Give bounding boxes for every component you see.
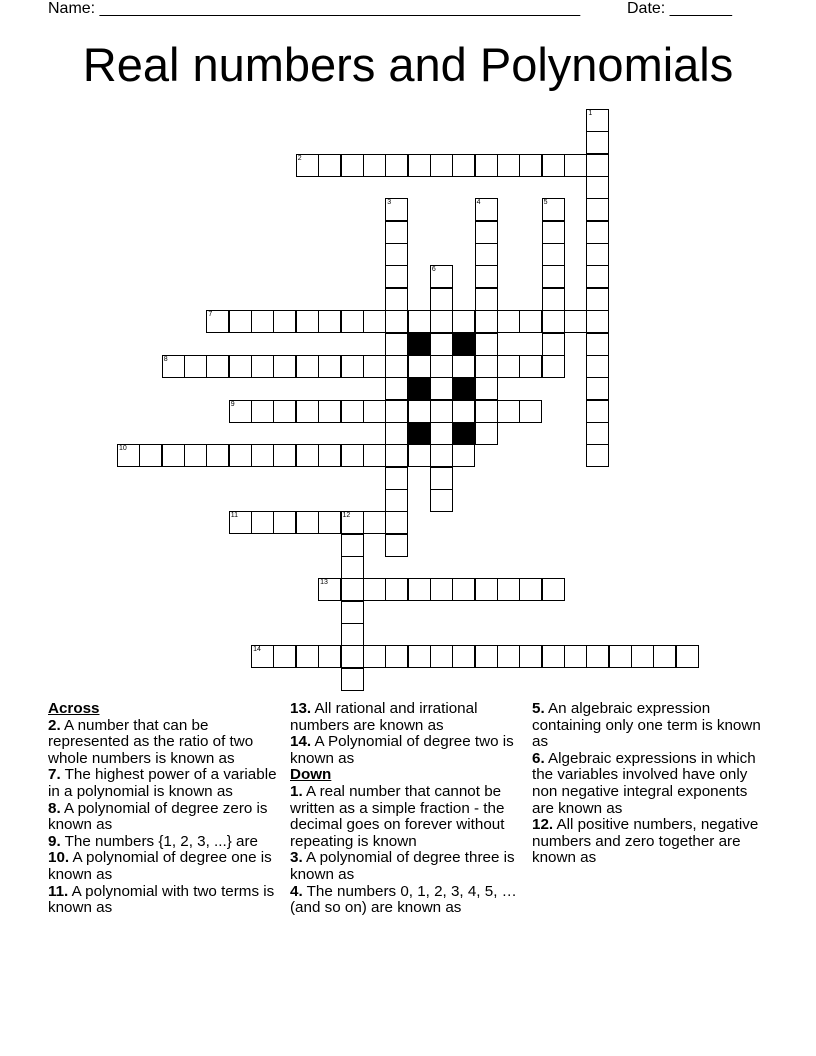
grid-cell[interactable] [586,310,609,333]
clue-number-label: 12 [342,512,351,520]
grid-cell[interactable] [452,154,475,177]
grid-cell[interactable] [475,310,498,333]
grid-cell[interactable] [586,444,609,467]
grid-cell[interactable] [385,489,408,512]
clue-text: A polynomial of degree zero is known as [48,799,268,834]
clue-number-label: 10 [119,445,127,453]
grid-cell[interactable] [385,310,408,333]
grid-cell[interactable] [318,154,341,177]
grid-cell[interactable] [452,400,475,423]
clue-down-5 [532,701,768,751]
grid-cell[interactable] [452,310,475,333]
grid-cell[interactable] [475,377,498,400]
clue-across-14 [290,734,526,767]
grid-cell[interactable] [586,198,609,221]
grid-cell[interactable] [273,645,296,668]
grid-cell[interactable] [475,288,498,311]
grid-cell[interactable] [341,310,364,333]
grid-cell[interactable] [385,333,408,356]
grid-cell[interactable] [586,221,609,244]
clues-column-3 [532,701,768,867]
grid-cell[interactable] [341,154,364,177]
grid-cell[interactable] [385,154,408,177]
grid-cell[interactable] [408,444,431,467]
grid-cell[interactable] [430,467,453,490]
grid-cell[interactable] [542,154,565,177]
grid-cell[interactable] [475,400,498,423]
clue-text: The numbers {1, 2, 3, ...} are [60,832,258,850]
grid-cell[interactable] [430,154,453,177]
grid-cell[interactable] [385,444,408,467]
grid-cell[interactable] [385,288,408,311]
grid-cell[interactable] [430,310,453,333]
clue-number: 4. [290,882,303,900]
grid-cell[interactable] [497,310,520,333]
grid-cell[interactable] [430,355,453,378]
grid-cell[interactable] [586,377,609,400]
grid-cell[interactable] [385,578,408,601]
down-heading: Down [290,766,332,784]
grid-cell[interactable] [341,355,364,378]
clue-number-label: 2 [297,154,302,162]
grid-cell[interactable] [408,355,431,378]
grid-cell[interactable] [475,333,498,356]
grid-cell[interactable] [519,578,542,601]
clue-across-9 [48,834,284,851]
grid-cell[interactable] [497,578,520,601]
grid-cell[interactable] [363,645,386,668]
black-cell [408,422,431,445]
grid-cell[interactable] [586,243,609,266]
clue-text: The numbers 0, 1, 2, 3, 4, 5, … (and so on) are known as [290,882,517,917]
grid-cell[interactable] [519,355,542,378]
grid-cell[interactable] [341,444,364,467]
grid-cell[interactable] [162,444,185,467]
black-cell [408,377,431,400]
grid-cell[interactable] [542,243,565,266]
clue-text: All positive numbers, negative numbers and zero together are known as [532,816,759,867]
clue-text: The highest power of a variable in a polynomial is known as [48,766,277,800]
clue-text: Algebraic expressions in which the variables involved have only non negative integral exponents are known as [532,749,756,817]
grid-cell[interactable] [251,511,274,534]
black-cell [452,377,475,400]
clue-down-6 [532,751,768,817]
grid-cell[interactable] [184,355,207,378]
grid-cell[interactable] [475,265,498,288]
grid-cell[interactable] [273,310,296,333]
grid-cell[interactable] [117,444,140,467]
grid-cell[interactable] [341,601,364,624]
grid-cell[interactable] [430,288,453,311]
grid-cell[interactable] [452,355,475,378]
grid-cell[interactable] [475,154,498,177]
grid-cell[interactable] [318,578,341,601]
clue-text: A polynomial of degree three is known as [290,849,515,883]
grid-cell[interactable] [542,578,565,601]
date-field[interactable]: Date: _______ [627,0,732,17]
grid-cell[interactable] [206,355,229,378]
grid-cell[interactable] [363,578,386,601]
grid-cell[interactable] [251,645,274,668]
grid-cell[interactable] [229,444,252,467]
grid-cell[interactable] [341,400,364,423]
clue-number-label: 11 [230,512,239,520]
grid-cell[interactable] [542,310,565,333]
clue-down-12 [532,817,768,867]
grid-cell[interactable] [475,243,498,266]
grid-cell[interactable] [229,355,252,378]
clue-text: An algebraic expression containing only one term is known as [532,700,761,751]
grid-cell[interactable] [385,243,408,266]
grid-cell[interactable] [430,444,453,467]
clue-across-7 [48,767,284,800]
grid-cell[interactable] [542,198,565,221]
grid-cell[interactable] [430,333,453,356]
grid-cell[interactable] [408,578,431,601]
grid-cell[interactable] [452,578,475,601]
grid-cell[interactable] [497,400,520,423]
clue-number-label: 5 [543,199,548,207]
across-heading: Across [48,700,100,717]
grid-cell[interactable] [542,645,565,668]
grid-cell[interactable] [430,645,453,668]
clue-down-4 [290,884,526,917]
clue-number: 14. [290,733,312,751]
grid-cell[interactable] [586,265,609,288]
grid-cell[interactable] [341,645,364,668]
grid-cell[interactable] [385,265,408,288]
grid-cell[interactable] [430,422,453,445]
grid-cell[interactable] [273,444,296,467]
clue-number-label: 6 [431,266,436,274]
grid-cell[interactable] [296,511,319,534]
grid-cell[interactable] [586,288,609,311]
grid-cell[interactable] [273,511,296,534]
grid-cell[interactable] [251,400,274,423]
grid-cell[interactable] [341,668,364,691]
grid-cell[interactable] [363,444,386,467]
clue-number-label: 13 [320,579,328,587]
grid-cell[interactable] [385,198,408,221]
grid-cell[interactable] [206,310,229,333]
clue-across-10 [48,850,284,883]
grid-cell[interactable] [296,400,319,423]
grid-cell[interactable] [475,645,498,668]
grid-cell[interactable] [542,221,565,244]
grid-cell[interactable] [586,333,609,356]
grid-cell[interactable] [542,333,565,356]
grid-cell[interactable] [586,422,609,445]
grid-cell[interactable] [341,511,364,534]
grid-cell[interactable] [363,511,386,534]
grid-cell[interactable] [385,422,408,445]
clue-down-3 [290,850,526,883]
clues-column-2 [290,701,526,917]
grid-cell[interactable] [385,400,408,423]
grid-cell[interactable] [363,355,386,378]
name-field[interactable]: Name: ______________________________________________________ [48,0,581,17]
grid-cell[interactable] [363,310,386,333]
grid-cell[interactable] [385,355,408,378]
page-title: Real numbers and Polynomials [82,38,734,91]
black-cell [452,333,475,356]
grid-cell[interactable] [296,355,319,378]
grid-cell[interactable] [408,645,431,668]
grid-cell[interactable] [430,400,453,423]
grid-cell[interactable] [430,265,453,288]
grid-cell[interactable] [184,444,207,467]
grid-cell[interactable] [475,198,498,221]
grid-cell[interactable] [586,355,609,378]
clue-number: 5. [532,700,545,717]
grid-cell[interactable] [273,355,296,378]
grid-cell[interactable] [609,645,632,668]
grid-cell[interactable] [586,109,609,132]
grid-cell[interactable] [430,377,453,400]
grid-cell[interactable] [586,154,609,177]
clue-number-label: 14 [253,646,261,654]
clue-number: 7. [48,766,61,784]
clue-number: 3. [290,849,303,867]
clue-number-label: 3 [387,199,392,207]
grid-cell[interactable] [408,310,431,333]
grid-cell[interactable] [564,645,587,668]
grid-cell[interactable] [408,400,431,423]
grid-cell[interactable] [542,355,565,378]
grid-cell[interactable] [318,645,341,668]
grid-cell[interactable] [363,400,386,423]
grid-cell[interactable] [430,578,453,601]
grid-cell[interactable] [296,645,319,668]
grid-cell[interactable] [564,154,587,177]
grid-cell[interactable] [653,645,676,668]
grid-cell[interactable] [475,578,498,601]
clue-number: 12. [532,816,554,834]
grid-cell[interactable] [408,154,431,177]
clue-number-label: 1 [588,110,593,117]
grid-cell[interactable] [452,444,475,467]
grid-cell[interactable] [229,400,252,423]
clue-number: 6. [532,749,545,767]
clue-down-1 [290,784,526,850]
grid-cell[interactable] [162,355,185,378]
grid-cell[interactable] [676,645,699,668]
black-cell [408,333,431,356]
clue-text: A real number that cannot be written as a simple fraction - the decimal goes on forever without repeating is known [290,782,505,850]
grid-cell[interactable] [296,310,319,333]
clue-across-8 [48,801,284,834]
grid-cell[interactable] [318,444,341,467]
grid-cell[interactable] [139,444,162,467]
grid-cell[interactable] [542,265,565,288]
grid-cell[interactable] [251,355,274,378]
clues-column-1 [48,701,284,917]
grid-cell[interactable] [586,176,609,199]
grid-cell[interactable] [497,355,520,378]
clue-number: 13. [290,700,312,717]
grid-cell[interactable] [564,310,587,333]
grid-cell[interactable] [273,400,296,423]
black-cell [452,422,475,445]
grid-cell[interactable] [385,511,408,534]
grid-cell[interactable] [475,221,498,244]
clue-number: 10. [48,849,70,867]
grid-cell[interactable] [318,400,341,423]
grid-cell[interactable] [385,645,408,668]
clue-number: 8. [48,799,61,817]
grid-cell[interactable] [475,355,498,378]
grid-cell[interactable] [430,489,453,512]
grid-cell[interactable] [519,310,542,333]
grid-cell[interactable] [229,310,252,333]
grid-cell[interactable] [341,623,364,646]
clue-number: 11. [48,882,69,900]
clue-text: A Polynomial of degree two is known as [290,733,514,767]
clue-number: 1. [290,782,303,800]
grid-cell[interactable] [318,355,341,378]
grid-cell[interactable] [586,645,609,668]
grid-cell[interactable] [519,400,542,423]
clue-across-11 [48,884,284,917]
grid-cell[interactable] [586,131,609,154]
grid-cell[interactable] [542,288,565,311]
clue-number-label: 4 [476,199,481,207]
clue-text: All rational and irrational numbers are known as [290,700,478,734]
clue-number: 2. [48,716,61,734]
clue-across-2 [48,718,284,768]
grid-cell[interactable] [206,444,229,467]
clue-across-13 [290,701,526,734]
grid-cell[interactable] [385,221,408,244]
grid-cell[interactable] [363,154,386,177]
clue-number: 9. [48,832,61,850]
grid-cell[interactable] [318,511,341,534]
grid-cell[interactable] [229,511,252,534]
clue-number-label: 9 [230,400,235,408]
grid-cell[interactable] [251,310,274,333]
grid-cell[interactable] [318,310,341,333]
clue-number-label: 7 [208,311,213,319]
clue-text: A polynomial with two terms is known as [48,882,275,917]
grid-cell[interactable] [251,444,274,467]
grid-cell[interactable] [452,645,475,668]
grid-cell[interactable] [519,645,542,668]
grid-cell[interactable] [475,422,498,445]
grid-cell[interactable] [296,154,319,177]
grid-cell[interactable] [497,154,520,177]
grid-cell[interactable] [341,556,364,579]
grid-cell[interactable] [296,444,319,467]
grid-cell[interactable] [631,645,654,668]
grid-cell[interactable] [385,534,408,557]
clue-text: A polynomial of degree one is known as [48,849,272,883]
grid-cell[interactable] [341,578,364,601]
clue-text: A number that can be represented as the ratio of two whole numbers is known as [48,716,254,767]
grid-cell[interactable] [385,467,408,490]
grid-cell[interactable] [519,154,542,177]
grid-cell[interactable] [497,645,520,668]
grid-cell[interactable] [341,534,364,557]
clue-number-label: 8 [163,355,168,363]
grid-cell[interactable] [385,377,408,400]
grid-cell[interactable] [586,400,609,423]
